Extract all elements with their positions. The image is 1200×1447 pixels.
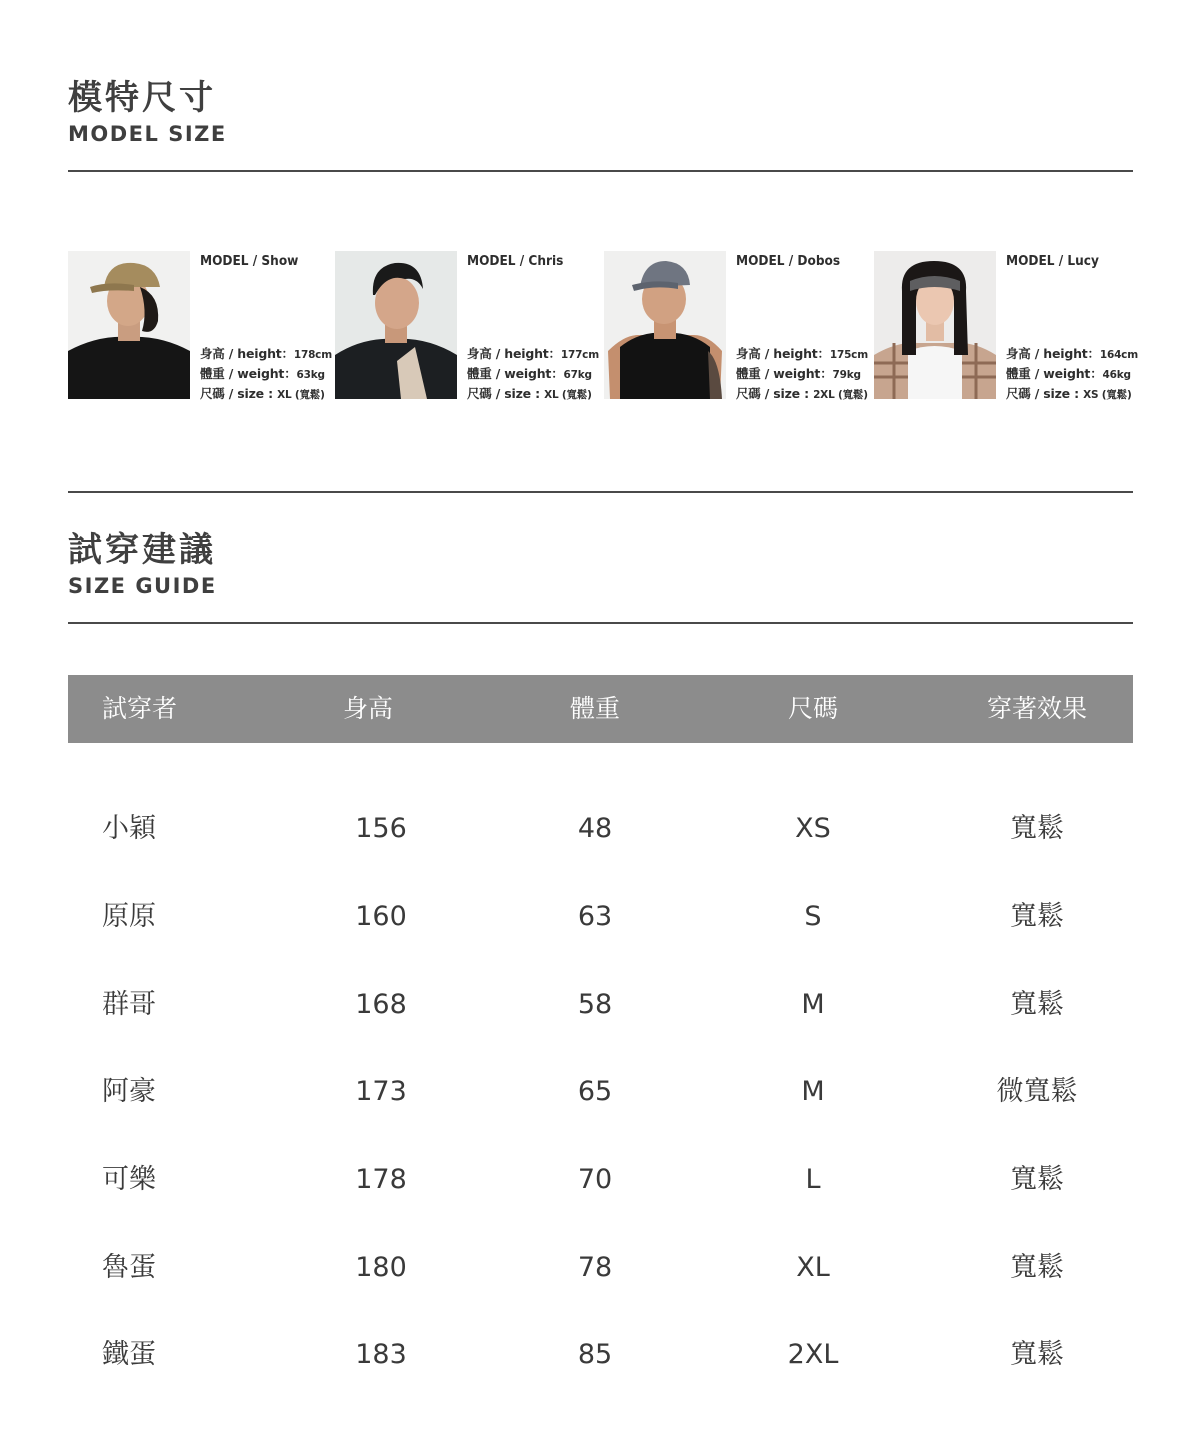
model-size-title-en: MODEL SIZE — [68, 122, 227, 146]
table-row — [68, 1238, 1133, 1298]
model-card-chris — [335, 251, 605, 401]
cell-fit: 寬鬆 — [1010, 813, 1064, 844]
cell-size: M — [801, 1076, 825, 1107]
model-card-lucy — [874, 251, 1144, 401]
table-row — [68, 887, 1133, 947]
model-photo-show — [68, 251, 190, 399]
table-row — [68, 799, 1133, 859]
model-height: 身高 / height：178cm — [200, 346, 332, 361]
size-guide-title-en: SIZE GUIDE — [68, 574, 217, 598]
model-weight: 體重 / weight：63kg — [200, 366, 325, 381]
model-height: 身高 / height：175cm — [736, 346, 868, 361]
model-name: MODEL / Show — [200, 253, 299, 269]
cell-size: M — [801, 989, 825, 1020]
divider — [68, 622, 1133, 624]
model-size-title-zh: 模特尺寸 — [68, 78, 216, 118]
cell-weight: 63 — [577, 901, 613, 932]
cell-weight: 78 — [577, 1252, 613, 1283]
cell-size: XL — [796, 1252, 830, 1283]
model-card-show — [68, 251, 338, 401]
header-wearer: 試穿者 — [102, 694, 178, 723]
model-weight: 體重 / weight：46kg — [1006, 366, 1131, 381]
cell-fit: 寬鬆 — [1010, 989, 1064, 1020]
model-name: MODEL / Chris — [467, 253, 564, 269]
cell-size: 2XL — [787, 1339, 839, 1370]
model-name: MODEL / Lucy — [1006, 253, 1099, 269]
model-photo-lucy — [874, 251, 996, 399]
cell-weight: 58 — [577, 989, 613, 1020]
model-name: MODEL / Dobos — [736, 253, 841, 269]
cell-height: 168 — [355, 989, 407, 1020]
cell-weight: 48 — [577, 813, 613, 844]
table-row — [68, 1062, 1133, 1122]
cell-weight: 85 — [577, 1339, 613, 1370]
cell-size: S — [804, 901, 822, 932]
cell-height: 160 — [355, 901, 407, 932]
cell-weight: 70 — [577, 1164, 613, 1195]
model-size: 尺碼 / size : XL (寬鬆) — [200, 386, 325, 401]
divider — [68, 491, 1133, 493]
cell-height: 178 — [355, 1164, 407, 1195]
cell-height: 173 — [355, 1076, 407, 1107]
size-guide-title-zh: 試穿建議 — [68, 530, 216, 570]
cell-wearer: 阿豪 — [102, 1076, 156, 1107]
model-size: 尺碼 / size : XS (寬鬆) — [1006, 386, 1132, 401]
cell-size: XS — [795, 813, 831, 844]
model-size: 尺碼 / size : 2XL (寬鬆) — [736, 386, 868, 401]
table-row — [68, 1150, 1133, 1210]
header-weight: 體重 — [569, 694, 620, 723]
model-weight: 體重 / weight：79kg — [736, 366, 861, 381]
cell-fit: 寬鬆 — [1010, 1339, 1064, 1370]
cell-wearer: 魯蛋 — [102, 1252, 156, 1283]
header-height: 身高 — [342, 694, 393, 723]
cell-wearer: 小穎 — [102, 813, 156, 844]
table-row — [68, 1325, 1133, 1385]
cell-wearer: 鐵蛋 — [102, 1339, 156, 1370]
cell-fit: 寬鬆 — [1010, 901, 1064, 932]
model-size: 尺碼 / size : XL (寬鬆) — [467, 386, 592, 401]
model-height: 身高 / height：164cm — [1006, 346, 1138, 361]
header-fit: 穿著效果 — [986, 694, 1087, 723]
model-weight: 體重 / weight：67kg — [467, 366, 592, 381]
model-photo-chris — [335, 251, 457, 399]
cell-size: L — [805, 1164, 821, 1195]
header-size: 尺碼 — [787, 694, 838, 723]
cell-weight: 65 — [577, 1076, 613, 1107]
cell-wearer: 原原 — [102, 901, 156, 932]
model-photo-dobos — [604, 251, 726, 399]
model-card-dobos — [604, 251, 874, 401]
cell-wearer: 群哥 — [102, 989, 156, 1020]
cell-fit: 寬鬆 — [1010, 1252, 1064, 1283]
cell-fit: 寬鬆 — [1010, 1164, 1064, 1195]
divider — [68, 170, 1133, 172]
size-table-header — [68, 675, 1133, 743]
cell-height: 180 — [355, 1252, 407, 1283]
cell-fit: 微寬鬆 — [996, 1076, 1078, 1107]
cell-height: 156 — [355, 813, 407, 844]
cell-wearer: 可樂 — [102, 1164, 156, 1195]
cell-height: 183 — [355, 1339, 407, 1370]
model-height: 身高 / height：177cm — [467, 346, 599, 361]
table-row — [68, 975, 1133, 1035]
